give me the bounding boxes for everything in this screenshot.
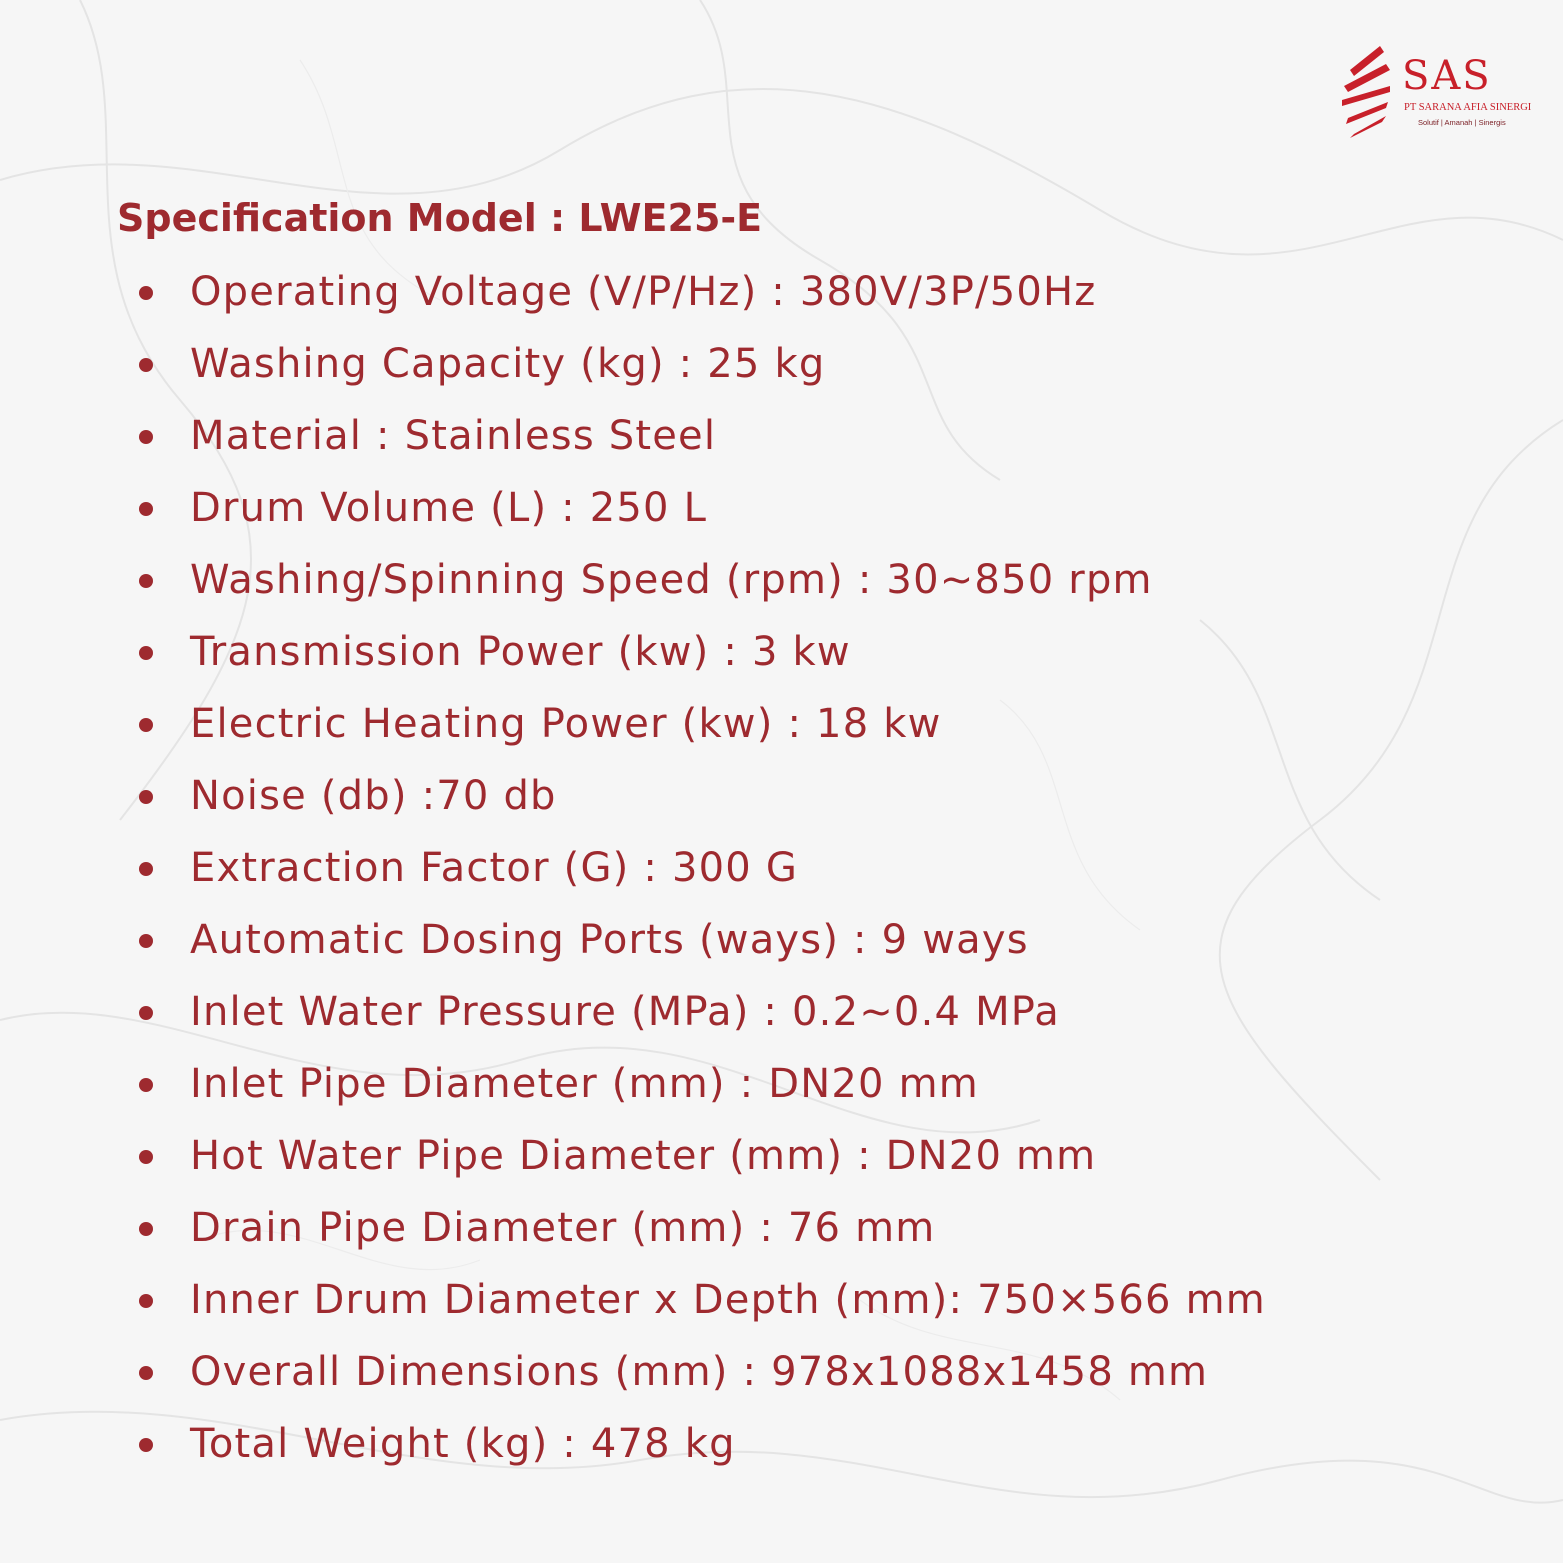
- spec-item-inlet-pressure: [0, 978, 1266, 1050]
- spec-item-drum-volume: [0, 474, 1266, 546]
- spec-item-operating-voltage: [0, 258, 1266, 330]
- bullet-icon: [139, 286, 153, 300]
- spec-text: Total Weight (kg) : 478 kg: [190, 1421, 736, 1467]
- logo-company-name: PT SARANA AFIA SINERGI: [1404, 102, 1532, 113]
- spec-item-inlet-pipe: [0, 1050, 1266, 1122]
- spec-text: Material : Stainless Steel: [190, 413, 717, 459]
- page-title: Specification Model : LWE25-E: [117, 196, 763, 240]
- bullet-icon: [139, 1366, 153, 1380]
- specification-list: [0, 258, 1266, 1482]
- spec-text: Automatic Dosing Ports (ways) : 9 ways: [190, 917, 1029, 963]
- spec-text: Washing Capacity (kg) : 25 kg: [190, 341, 826, 387]
- bullet-icon: [139, 862, 153, 876]
- spec-item-speed: [0, 546, 1266, 618]
- spec-item-transmission-power: [0, 618, 1266, 690]
- spec-text: Electric Heating Power (kw) : 18 kw: [190, 701, 942, 747]
- bullet-icon: [139, 646, 153, 660]
- company-logo: [1338, 42, 1532, 138]
- bullet-icon: [139, 790, 153, 804]
- spec-item-overall-dimensions: [0, 1338, 1266, 1410]
- spec-item-hot-water-pipe: [0, 1122, 1266, 1194]
- bullet-icon: [139, 718, 153, 732]
- spec-text: Hot Water Pipe Diameter (mm) : DN20 mm: [190, 1133, 1097, 1179]
- bullet-icon: [139, 1222, 153, 1236]
- logo-tagline: Solutif | Amanah | Sinergis: [1418, 118, 1506, 127]
- spec-item-washing-capacity: [0, 330, 1266, 402]
- bullet-icon: [139, 430, 153, 444]
- bullet-icon: [139, 1150, 153, 1164]
- spec-item-inner-drum: [0, 1266, 1266, 1338]
- spec-item-noise: [0, 762, 1266, 834]
- spec-text: Inlet Pipe Diameter (mm) : DN20 mm: [190, 1061, 979, 1107]
- sas-logo-mark-icon: [1338, 42, 1398, 138]
- spec-text: Overall Dimensions (mm) : 978x1088x1458 mm: [190, 1349, 1209, 1395]
- spec-item-dosing-ports: [0, 906, 1266, 978]
- spec-item-drain-pipe: [0, 1194, 1266, 1266]
- spec-text: Extraction Factor (G) : 300 G: [190, 845, 799, 891]
- spec-item-material: [0, 402, 1266, 474]
- spec-text: Inner Drum Diameter x Depth (mm): 750×566 mm: [190, 1277, 1266, 1323]
- logo-wordmark: SAS: [1402, 53, 1492, 99]
- spec-text: Washing/Spinning Speed (rpm) : 30~850 rpm: [190, 557, 1153, 603]
- spec-item-extraction-factor: [0, 834, 1266, 906]
- spec-item-total-weight: [0, 1410, 1266, 1482]
- bullet-icon: [139, 1438, 153, 1452]
- bullet-icon: [139, 934, 153, 948]
- spec-text: Drain Pipe Diameter (mm) : 76 mm: [190, 1205, 936, 1251]
- bullet-icon: [139, 1006, 153, 1020]
- spec-item-heating-power: [0, 690, 1266, 762]
- bullet-icon: [139, 358, 153, 372]
- bullet-icon: [139, 1078, 153, 1092]
- bullet-icon: [139, 574, 153, 588]
- spec-text: Operating Voltage (V/P/Hz) : 380V/3P/50Hz: [190, 269, 1097, 315]
- spec-text: Drum Volume (L) : 250 L: [190, 485, 708, 531]
- spec-text: Noise (db) :70 db: [190, 773, 557, 819]
- bullet-icon: [139, 502, 153, 516]
- spec-text: Inlet Water Pressure (MPa) : 0.2~0.4 MPa: [190, 989, 1061, 1035]
- spec-text: Transmission Power (kw) : 3 kw: [190, 629, 851, 675]
- bullet-icon: [139, 1294, 153, 1308]
